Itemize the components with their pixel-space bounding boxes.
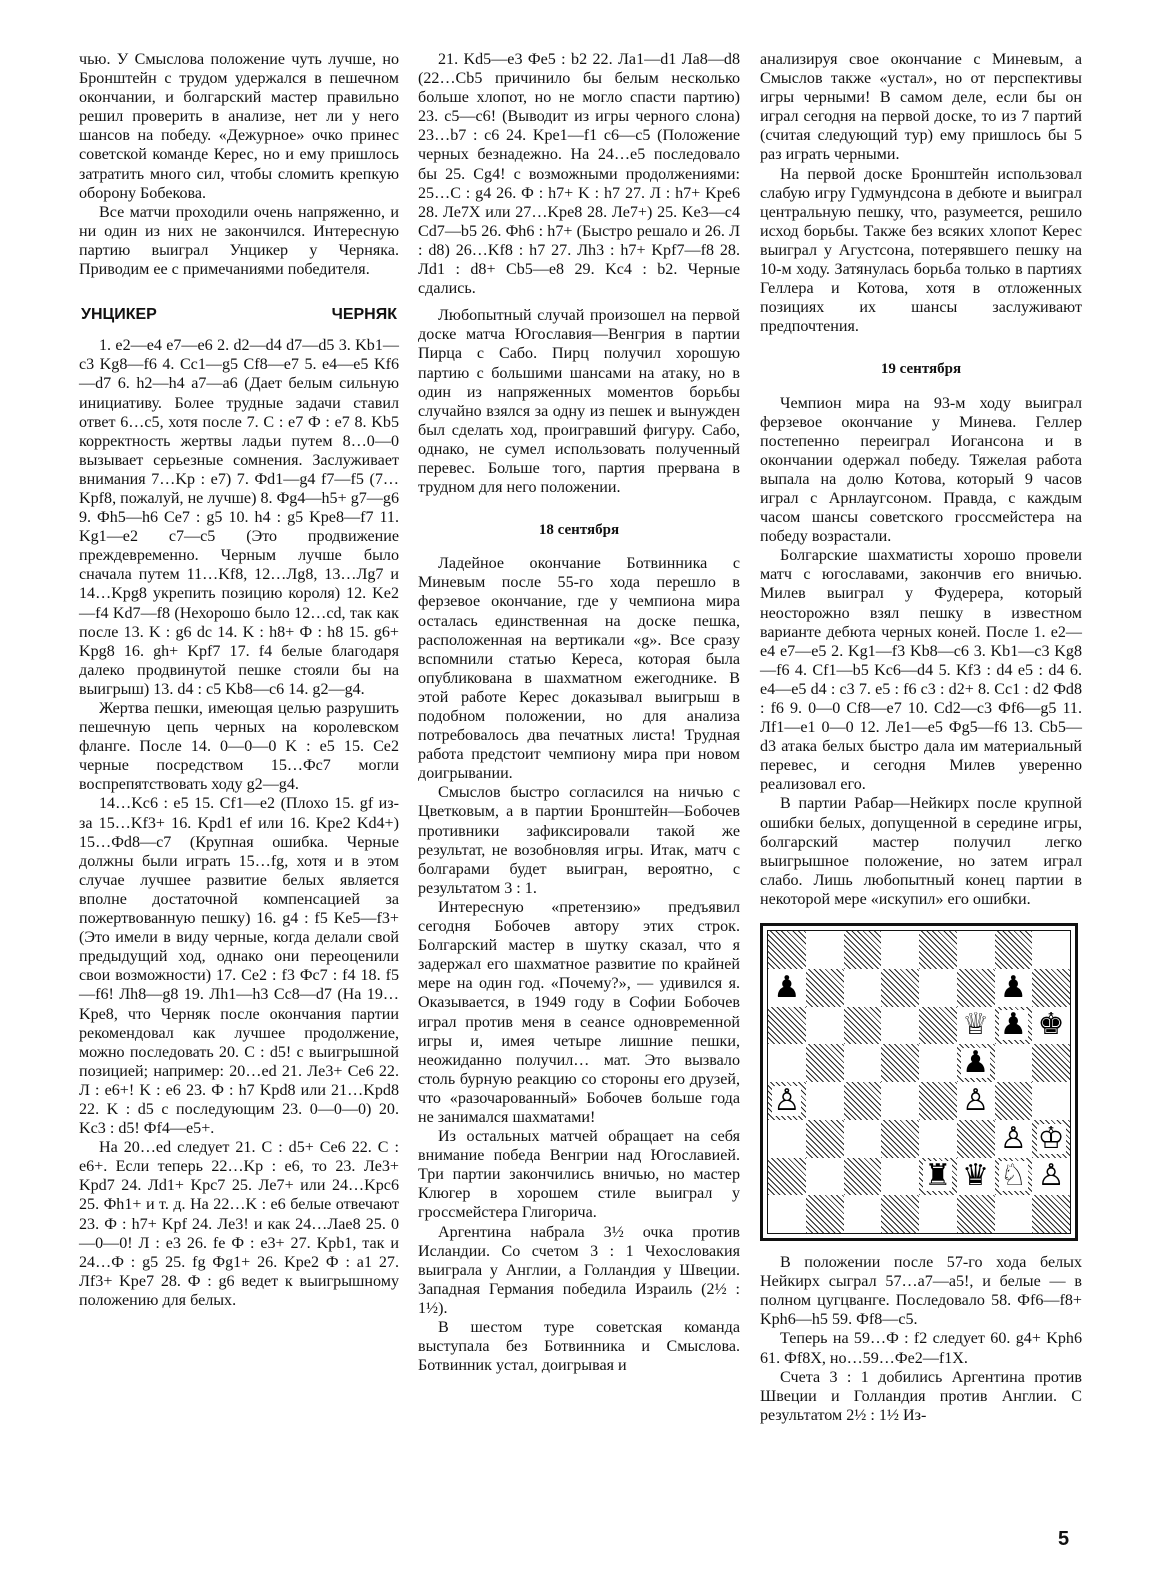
board-square-b3 <box>806 1120 844 1158</box>
board-square-b5 <box>806 1044 844 1082</box>
chess-diagram <box>760 923 1078 1241</box>
paragraph: Из остальных матчей обращает на себя внимание победа Венгрии над Югославией. Три партии закончились вничью, но мастер Клюгер в хорошем стиле выиграл у гроссмейстера Глигорича. <box>418 1128 740 1222</box>
chess-piece-h3: ♔ <box>1037 1120 1065 1156</box>
board-square-g1 <box>995 1195 1033 1233</box>
board-square-c2 <box>844 1158 882 1196</box>
date-heading: 19 сентября <box>880 361 962 378</box>
game-notation: На 20…ed следует 21. C : d5+ Ce6 22. C : e6+. Если теперь 22…Kp : e6, то 23. Лe3+ Kpd7 24. Лd1+ Kpc7 25. Лe7+ или 24…Kpc6 25. Фh1+ и т. д. На 22…K : e6 белые отвечают 23. Ф : h7+ Kpf 24. Лe3! и как 24…Лae8 25. 0—0—0! Л : e3 26. fe Ф : e3+ 27. Kpb1, так и 24…Ф : g5 25. fg Фg1+ 26. Kpe2 Ф : a1 27. Лf3+ Kpe7 28. Ф : g6 ведет к выигрышному положению для белых. <box>79 1139 399 1309</box>
board-square-d6 <box>881 1007 919 1045</box>
paragraph: Счета 3 : 1 добились Аргентина против Швеции и Голландия против Англии. С результатом 2½ : 1½ Из- <box>760 1368 1082 1424</box>
chess-piece-h2: ♙ <box>1037 1158 1065 1194</box>
board-square-b1 <box>806 1195 844 1233</box>
board-square-g3 <box>995 1120 1033 1158</box>
paragraph: Все матчи проходили очень напряженно, и ни один из них не закончился. Интересную партию выиграл Унцикер у Черняка. Приводим ее с примечаниями победителя. <box>79 203 399 279</box>
date-heading: 18 сентября <box>538 522 620 539</box>
paragraph: анализируя свое окончание с Миневым, а Смыслов также «устал», но от перспективы игры черными! В самом деле, если бы он играл сегодня на первой доске, то из 7 партий (считая следующий тур) ему пришлось бы 5 раз играть черными. <box>760 51 1082 164</box>
chess-piece-g7: ♟ <box>999 969 1027 1005</box>
board-square-h6 <box>1032 1007 1070 1045</box>
board-square-d8 <box>881 931 919 969</box>
board-square-d4 <box>881 1082 919 1120</box>
board-square-a3 <box>768 1120 806 1158</box>
board-square-g8 <box>995 931 1033 969</box>
paragraph: Смыслов быстро согласился на ничью с Цветковым, а в партии Бронштейн—Бобочев противники зафиксировали такой же результат, не возобновляя игры. Итак, матч с болгарами будет выигран, вероятно, с результатом 3 : 1. <box>418 784 740 897</box>
board-square-c6 <box>844 1007 882 1045</box>
board-square-a2 <box>768 1158 806 1196</box>
paragraph: Болгарские шахматисты хорошо провели матч с югославами, закончив его вничью. Милев выиграл у Фудерера, который неосторожно взял пешку в известном варианте дебюта черных коней. После 1. e2—e4 e7—e5 2. Kg1—f3 Kb8—c6 3. Kb1—c3 Kg8—f6 4. Cf1—b5 Kc6—d4 5. Kf3 : d4 e5 : d4 6. e4—e5 d4 : c3 7. e5 : f6 c3 : d2+ 8. Cc1 : d2 Фd8 : f6 9. 0—0 Cf8—e7 10. Cd2—c3 Фf6—g5 11. Лf1—e1 0—0 12. Лe1—e5 Фg5—f6 13. Cb5—d3 атака белых быстро дала им материальный перевес, и сегодня Милев уверенно реализовал его. <box>760 547 1082 794</box>
board-square-g6 <box>995 1007 1033 1045</box>
board-square-f5 <box>957 1044 995 1082</box>
column-3 <box>760 50 1082 1425</box>
board-square-b7 <box>806 969 844 1007</box>
board-square-f2 <box>957 1158 995 1196</box>
paragraph: Ладейное окончание Ботвинника с Миневым после 55-го хода перешло в ферзевое окончание, где у чемпиона мира осталась единственная на доске пешка, расположенная на вертикали «g». Все сразу вспомнили статью Кереса, которая была опубликована в шахматном ежегоднике. В этой работе Керес доказывал выигрыш в подобном положении, но для анализа потребовалось два печатных листа! Трудная работа предстоит чемпиону мира при новом доигрывании. <box>418 555 740 783</box>
board-square-b4 <box>806 1082 844 1120</box>
game-notation: 1. e2—e4 e7—e6 2. d2—d4 d7—d5 3. Kb1—c3 Kg8—f6 4. Cc1—g5 Cf8—e7 5. e4—e5 Kf6—d7 6. h2—h4 a7—a6 (Дает белым сильную инициативу. Более трудные задачи ставил ответ 6…c5, хотя после 7. C : e7 Ф : e7 8. Kb5 корректность жертвы ладьи путем 8…0—0 вызывает серьезные сомнения. Заслуживает внимания 7…Kp : e7) 7. Фd1—g4 f7—f5 (7…Kpf8, пожалуй, не лучше) 8. Фg4—h5+ g7—g6 9. Фh5—h6 Ce7 : g5 10. h4 : g5 Kpe8—f7 11. Kg1—e2 c7—c5 (Это продвижение преждевременно. Черным лучше было сначала путем 11…Kf8, 12…Лg8, 13…Лg7 и 14…Kpg8 укрепить позицию короля) 12. Ke2—f4 Kd7—f8 (Нехорошо было 12…cd, так как после 13. K : g6 dc 14. K : h8+ Ф : h8 15. g6+ Kpg8 16. gh+ Kpf7 17. f4 белые благодаря далеко продвинутой пешке стояли бы на выигрыш) 13. d4 : c5 Kb8—c6 14. g2—g4. <box>79 337 399 698</box>
board-square-e1 <box>919 1195 957 1233</box>
paragraph: Жертва пешки, имеющая целью разрушить пешечную цепь черных на королевском фланге. После 14. 0—0—0 K : e5 15. Ce2 черные посредством 15…Фc7 могли воспрепятствовать ходу g2—g4. <box>79 700 399 794</box>
board-square-h2 <box>1032 1158 1070 1196</box>
board-square-b2 <box>806 1158 844 1196</box>
game-header <box>79 305 399 324</box>
board-square-c4 <box>844 1082 882 1120</box>
paragraph: В партии Рабар—Нейкирх после крупной ошибки белых, допущенной в середине игры, болгарский мастер получил легко выигрышное положение, но затем играл слабо. Лишь любопытный конец партии в некоторой мере «искупил» его ошибки. <box>760 795 1082 908</box>
board-square-f3 <box>957 1120 995 1158</box>
board-square-b8 <box>806 931 844 969</box>
paragraph: Любопытный случай произошел на первой доске матча Югославия—Венгрия в партии Пирца с Сабо. Пирц получил хорошую партию с большими шансами на атаку, но в один из напряженных моментов борьбы случайно взялся за одну из пешек и вынужден был сделать ход, проигравший фигуру. Сабо, однако, не сумел использовать полученный перевес. Больше того, партия прервана в трудном для него положении. <box>418 307 740 497</box>
game-notation: 21. Kd5—e3 Фe5 : b2 22. Лa1—d1 Лa8—d8 (22…Cb5 причинило бы белым несколько больше хлопот, но не могло спасти партию) 23. c5—c6! (Выводит из игры черного слона) 23…b7 : c6 24. Kpe1—f1 c6—c5 (Положение черных безнадежно. На 24…e5 последовало бы 25. Cg4! с возможными продолжениями: 25…C : g4 26. Ф : h7+ K : h7 27. Л : h7+ Kpe6 28. Лe7X или 27…Kpe8 28. Лe7+) 25. Ke3—c4 Cd7—b5 26. Фh6 : h7+ (Быстро решало и 26. Л : d8) 26…Kf8 : h7 27. Лh3 : h7+ Kpf7—f8 28. Лd1 : d8+ Cb5—e8 29. Kc4 : b2. Черные сдались. <box>418 51 740 298</box>
board-square-h4 <box>1032 1082 1070 1120</box>
paragraph: Теперь на 59…Ф : f2 следует 60. g4+ Kph6 61. Фf8X, но…59…Фe2—f1X. <box>760 1330 1082 1367</box>
chess-piece-f4: ♙ <box>962 1082 990 1118</box>
board-square-f6 <box>957 1007 995 1045</box>
chess-piece-g3: ♙ <box>999 1120 1027 1156</box>
chess-piece-f6: ♕ <box>962 1007 990 1043</box>
white-player: УНЦИКЕР <box>81 306 157 324</box>
column-1 <box>79 50 399 1310</box>
board-square-h3 <box>1032 1120 1070 1158</box>
board-square-a8 <box>768 931 806 969</box>
board-square-b6 <box>806 1007 844 1045</box>
paragraph: На первой доске Бронштейн использовал слабую игру Гудмундсона в дебюте и выиграл центральную пешку, что, разумеется, решило исход борьбы. Также без всяких хлопот Керес выиграл у Агустсона, потерявшего пешку на 10-м ходу. Затянулась борьба только в партиях Геллера и Котова, хотя в отложенных позициях их шансы заслуживают предпочтения. <box>760 165 1082 336</box>
paragraph: В положении после 57-го хода белых Нейкирх сыграл 57…a7—a5!, и белые — в полном цугцванге. Последовало 58. Фf6—f8+ Kph6—h5 59. Фf8—c5. <box>760 1254 1082 1329</box>
board-square-d1 <box>881 1195 919 1233</box>
board-square-a7 <box>768 969 806 1007</box>
board-square-e3 <box>919 1120 957 1158</box>
board-square-d3 <box>881 1120 919 1158</box>
column-2 <box>418 50 740 1375</box>
chess-piece-g6: ♟ <box>999 1007 1027 1043</box>
chess-piece-e2: ♜ <box>924 1158 952 1194</box>
board-square-e7 <box>919 969 957 1007</box>
chess-board <box>768 931 1070 1233</box>
board-square-e6 <box>919 1007 957 1045</box>
board-square-h7 <box>1032 969 1070 1007</box>
board-square-g2 <box>995 1158 1033 1196</box>
chess-piece-g2: ♘ <box>999 1158 1027 1194</box>
paragraph: Интересную «претензию» предъявил сегодня Бобочев автору этих строк. Болгарский мастер в шутку сказал, что я задержал его шахматное развитие по крайней мере на один год. «Почему?», — удивился я. Оказывается, в 1949 году в Софии Бобочев играл против меня в сеансе одновременной игры и, имея четыре лишние пешки, неожиданно получил… мат. Это вызвало столь бурную реакцию со стороны его друзей, что «разочарованный» Бобочев больше года не занимался шахматами! <box>418 898 740 1126</box>
page-number: 5 <box>1058 1528 1070 1550</box>
board-square-a4 <box>768 1082 806 1120</box>
board-square-h1 <box>1032 1195 1070 1233</box>
board-square-g5 <box>995 1044 1033 1082</box>
board-square-c8 <box>844 931 882 969</box>
board-square-c5 <box>844 1044 882 1082</box>
board-square-h5 <box>1032 1044 1070 1082</box>
chess-piece-f5: ♟ <box>962 1045 990 1081</box>
board-square-f1 <box>957 1195 995 1233</box>
game-notation: 14…Kc6 : e5 15. Cf1—e2 (Плохо 15. gf из-за 15…Kf3+ 16. Kpd1 ef или 16. Kpe2 Kd4+) 15…Фd8—c7 (Крупная ошибка. Черные должны были играть 15…fg, хотя и в этом случае лучшее развитие белых является вполне достаточной компенсацией за пожертвованную пешку) 16. g4 : f5 Ke5—f3+ (Это имели в виду черные, когда делали свой предыдущий ход, однако они переоценили свои возможности) 17. Ce2 : f3 Фc7 : f4 18. f5—f6! Лh8—g8 19. Лh1—h3 Cc8—d7 (На 19…Kpe8, что Черняк после окончания партии рекомендовал как лучшее продолжение, можно последовать 20. C : d5! с выигрышной позицией; например: 20…ed 21. Лe3+ Ce6 22. Л : e6+! K : e6 23. Ф : h7 Kpd8 или 21…Kpd8 22. K : d5 с последующим 23. 0—0—0) 20. Kc3 : d5! Фf4—e5+. <box>79 795 399 1138</box>
board-square-h8 <box>1032 931 1070 969</box>
paragraph: В шестом туре советская команда выступала без Ботвинника и Смыслова. Ботвинник устал, доигрывая и <box>418 1319 740 1375</box>
board-square-d2 <box>881 1158 919 1196</box>
board-square-c7 <box>844 969 882 1007</box>
board-square-e4 <box>919 1082 957 1120</box>
board-square-f8 <box>957 931 995 969</box>
chess-piece-a7: ♟ <box>773 969 801 1005</box>
paragraph: Аргентина набрала 3½ очка против Исландии. Со счетом 3 : 1 Чехословакия выиграла у Англии, а Голландия у Швеции. Западная Германия победила Израиль (2½ : 1½). <box>418 1223 740 1317</box>
board-square-a5 <box>768 1044 806 1082</box>
chess-piece-a4: ♙ <box>773 1082 801 1118</box>
board-square-d7 <box>881 969 919 1007</box>
chess-piece-h6: ♚ <box>1037 1007 1065 1043</box>
board-square-a6 <box>768 1007 806 1045</box>
board-square-e5 <box>919 1044 957 1082</box>
board-square-e2 <box>919 1158 957 1196</box>
board-square-c1 <box>844 1195 882 1233</box>
board-square-g7 <box>995 969 1033 1007</box>
board-square-f7 <box>957 969 995 1007</box>
board-square-f4 <box>957 1082 995 1120</box>
paragraph: Чемпион мира на 93-м ходу выиграл ферзевое окончание у Минева. Геллер постепенно переиграл Иогансона и в окончании одержал победу. Тяжелая работа выпала на долю Котова, который 9 часов играл с Арнлаугсоном. Правда, с каждым часом шансы советского гроссмейстера на победу возрастали. <box>760 394 1082 546</box>
paragraph: чью. У Смыслова положение чуть лучше, но Бронштейн с трудом удержался в пешечном окончании, и болгарский мастер правильно решил проверить в анализе, нет ли у него шансов на победу. «Дежурное» очко принес советской команде Керес, но и ему пришлось затратить много сил, чтобы сломить крепкую оборону Бобекова. <box>79 51 399 202</box>
black-player: ЧЕРНЯК <box>331 306 397 324</box>
board-square-g4 <box>995 1082 1033 1120</box>
board-square-d5 <box>881 1044 919 1082</box>
chess-piece-f2: ♛ <box>962 1158 990 1194</box>
board-square-a1 <box>768 1195 806 1233</box>
board-square-c3 <box>844 1120 882 1158</box>
board-square-e8 <box>919 931 957 969</box>
